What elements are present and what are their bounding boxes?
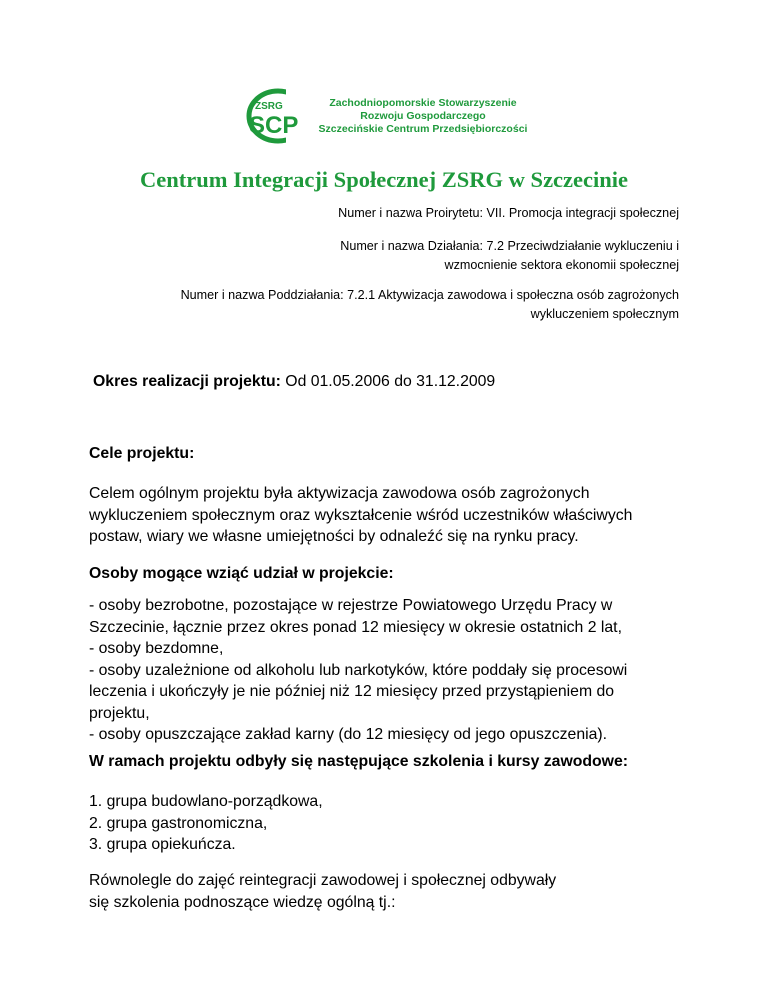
project-period [93,371,495,393]
general-line: Równolegle do zajęć reintegracji zawodowej i społecznej odbywały [89,872,557,889]
goals-line: postaw, wiary we własne umiejętności by odnaleźć się na rynku pracy. [89,528,579,545]
training-item: 2. grupa gastronomiczna, [89,814,268,832]
eligible-line: leczenia i ukończyły je nie później niż 12 miesięcy przed przystąpieniem do [89,683,615,700]
period-label: Okres realizacji projektu: [93,373,281,390]
eligible-list [89,595,627,746]
organization-logo [246,88,526,144]
eligible-line: - osoby bezdomne, [89,640,224,657]
eligible-line: - osoby uzależnione od alkoholu lub narkotyków, które poddały się procesowi [89,661,628,679]
action-line: wzmocnienie sektora ekonomii społecznej [444,258,679,272]
logo-badge-top: ZSRG [255,101,283,112]
action-info [340,237,679,275]
logo-organization-name [318,97,528,136]
general-paragraph [89,870,556,913]
training-item: 3. grupa opiekuńcza. [89,836,236,853]
eligible-line: Szczecinie, łącznie przez okres ponad 12 miesięcy w okresie ostatnich 2 lat, [89,618,622,636]
eligible-line: projektu, [89,704,150,722]
subaction-line: wykluczeniem społecznym [530,307,679,321]
goals-line: wykluczeniem społecznym oraz wykształcenie wśród uczestników właściwych [89,506,633,524]
trainings-list [89,791,323,856]
page-title: Centrum Integracji Społecznej ZSRG w Szczecinie [139,167,629,192]
general-line: się szkolenia podnoszące wiedzę ogólną tj.: [89,893,396,911]
priority-line: Numer i nazwa Proirytetu: VII. Promocja integracji społecznej [338,206,679,220]
goals-paragraph [89,483,632,548]
goals-line: Celem ogólnym projektu była aktywizacja zawodowa osób zagrożonych [89,485,590,502]
period-value: Od 01.05.2006 do 31.12.2009 [280,373,496,390]
logo-org-line: Zachodniopomorskie Stowarzyszenie [329,97,517,109]
trainings-heading: W ramach projektu odbyły się następujące szkolenia i kursy zawodowe: [89,753,629,770]
zsrg-scp-logo-badge [246,88,314,144]
subaction-line: Numer i nazwa Poddziałania: 7.2.1 Aktywizacja zawodowa i społeczna osób zagrożonych [180,288,679,302]
eligible-line: - osoby bezrobotne, pozostające w rejestrze Powiatowego Urzędu Pracy w [89,597,613,614]
training-item: 1. grupa budowlano-porządkowa, [89,793,323,810]
logo-badge-main: SCP [249,112,299,139]
subaction-info [181,286,679,324]
eligible-line: - osoby opuszczające zakład karny (do 12 miesięcy od jego opuszczenia). [89,726,608,743]
action-line: Numer i nazwa Działania: 7.2 Przeciwdziałanie wykluczeniu i [340,239,679,253]
logo-org-line: Rozwoju Gospodarczego [360,110,486,122]
priority-info [338,204,679,223]
goals-heading: Cele projektu: [89,445,195,462]
logo-org-line: Szczecińskie Centrum Przedsiębiorczości [318,123,528,135]
eligible-heading: Osoby mogące wziąć udział w projekcie: [89,565,394,582]
